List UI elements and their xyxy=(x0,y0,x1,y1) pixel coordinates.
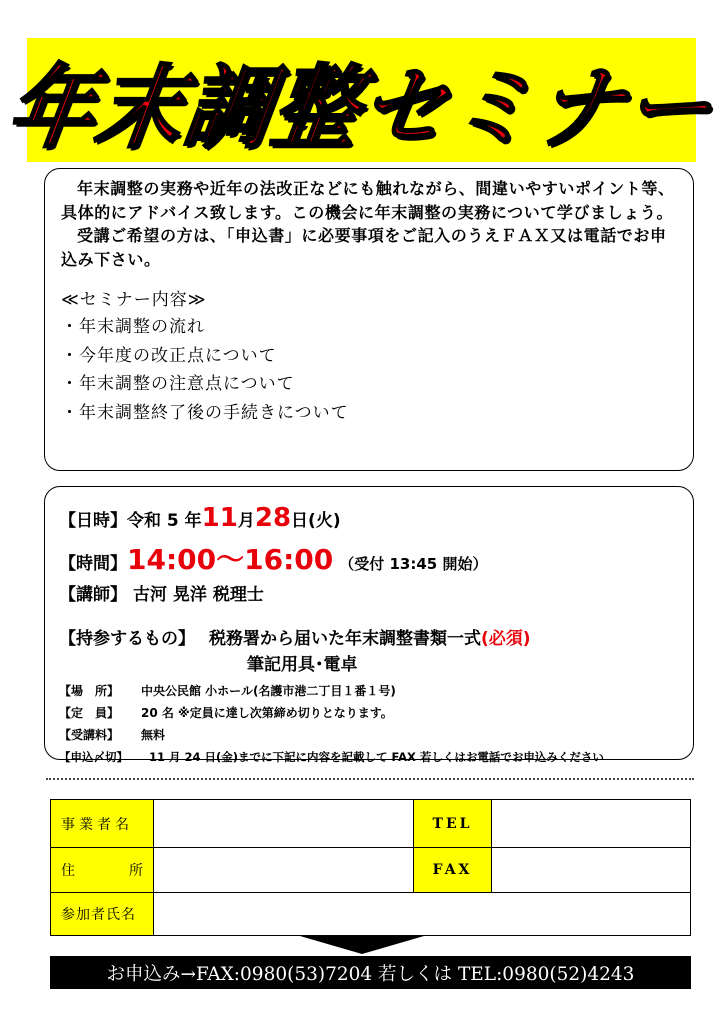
date-prefix: 令和 5 年 xyxy=(127,511,202,531)
participant-field[interactable] xyxy=(154,893,691,936)
time-row xyxy=(59,538,685,578)
date-weekday: 日(火) xyxy=(291,511,341,531)
capacity-label: 【定 員】 xyxy=(59,706,120,720)
address-label-char-2: 所 xyxy=(129,863,143,879)
business-name-field[interactable] xyxy=(154,800,414,848)
contents-item: ・年末調整の流れ xyxy=(61,317,205,337)
contents-heading: ≪セミナー内容≫ xyxy=(61,290,207,310)
contents-list xyxy=(61,313,679,427)
venue-row xyxy=(59,680,685,702)
contact-bar xyxy=(50,956,691,989)
date-day: 28 xyxy=(254,503,292,533)
intro-section xyxy=(44,168,694,471)
contents-item: ・今年度の改正点について xyxy=(61,345,277,366)
date-month: 11 xyxy=(201,503,238,533)
down-arrow-icon xyxy=(300,936,424,954)
bring-row-2 xyxy=(59,650,685,680)
tel-label: TEL xyxy=(414,800,492,848)
capacity-row xyxy=(59,702,685,724)
bring-required: (必須) xyxy=(481,629,531,649)
lecturer-label: 【講師】 xyxy=(59,585,127,605)
fee-label: 【受講料】 xyxy=(59,728,120,742)
date-row xyxy=(59,503,685,538)
time-range: 14:00～16:00 xyxy=(127,543,334,576)
lecturer-row xyxy=(59,580,685,620)
contents-item: ・年末調整の注意点について xyxy=(61,374,295,394)
bring-item-2: 筆記用具･電卓 xyxy=(247,655,358,675)
contact-text: お申込み→FAX:0980(53)7204 若しくは TEL:0980(52)4243 xyxy=(106,963,635,985)
participant-label: 参加者氏名 xyxy=(51,893,154,936)
fee-value: 無料 xyxy=(141,728,166,742)
fee-row xyxy=(59,724,685,746)
time-label: 【時間】 xyxy=(59,554,127,574)
deadline-label: 【申込〆切】 xyxy=(59,750,128,764)
fax-label: FAX xyxy=(414,848,492,893)
address-field[interactable] xyxy=(154,848,414,893)
application-form xyxy=(50,799,691,936)
deadline-row xyxy=(59,746,685,768)
bring-row xyxy=(59,624,685,650)
lecturer-name: 古河 晃洋 税理士 xyxy=(133,585,264,605)
address-label-char-1: 住 xyxy=(61,863,75,879)
time-note: （受付 13:45 開始） xyxy=(339,555,488,573)
details-section xyxy=(44,486,694,764)
business-name-label: 事業者名 xyxy=(51,800,154,848)
intro-paragraph-1: 年末調整の実務や近年の法改正などにも触れながら、間違いやすいポイント等、具体的にアドバイス致します。この機会に年末調整の実務について学びましょう。 xyxy=(61,179,675,222)
bring-item-1: 税務署から届いた年末調整書類一式 xyxy=(209,629,481,649)
venue-label: 【場 所】 xyxy=(59,684,120,698)
title-banner xyxy=(0,38,720,162)
contents-item: ・年末調整終了後の手続きについて xyxy=(61,402,349,423)
capacity-value: 20 名 ※定員に達し次第締め切りとなります。 xyxy=(141,706,393,720)
fax-field[interactable] xyxy=(492,848,691,893)
cut-line-divider xyxy=(46,778,694,780)
deadline-value: 11 月 24 日(金)までに下記に内容を記載して FAX 若しくはお電話でお申込みください xyxy=(149,750,604,764)
bring-label: 【持参するもの】 xyxy=(59,629,195,649)
venue-value: 中央公民館 小ホール(名護市港二丁目１番１号) xyxy=(141,684,396,698)
date-month-unit: 月 xyxy=(237,511,255,531)
address-label xyxy=(51,848,154,893)
date-label: 【日時】 xyxy=(59,511,127,531)
intro-paragraph-2: 受講ご希望の方は、「申込書」に必要事項をご記入のうえＦＡＸ又は電話でお申込み下さい。 xyxy=(61,226,667,269)
tel-field[interactable] xyxy=(492,800,691,848)
seminar-title: 年末調整セミナー xyxy=(0,55,720,161)
